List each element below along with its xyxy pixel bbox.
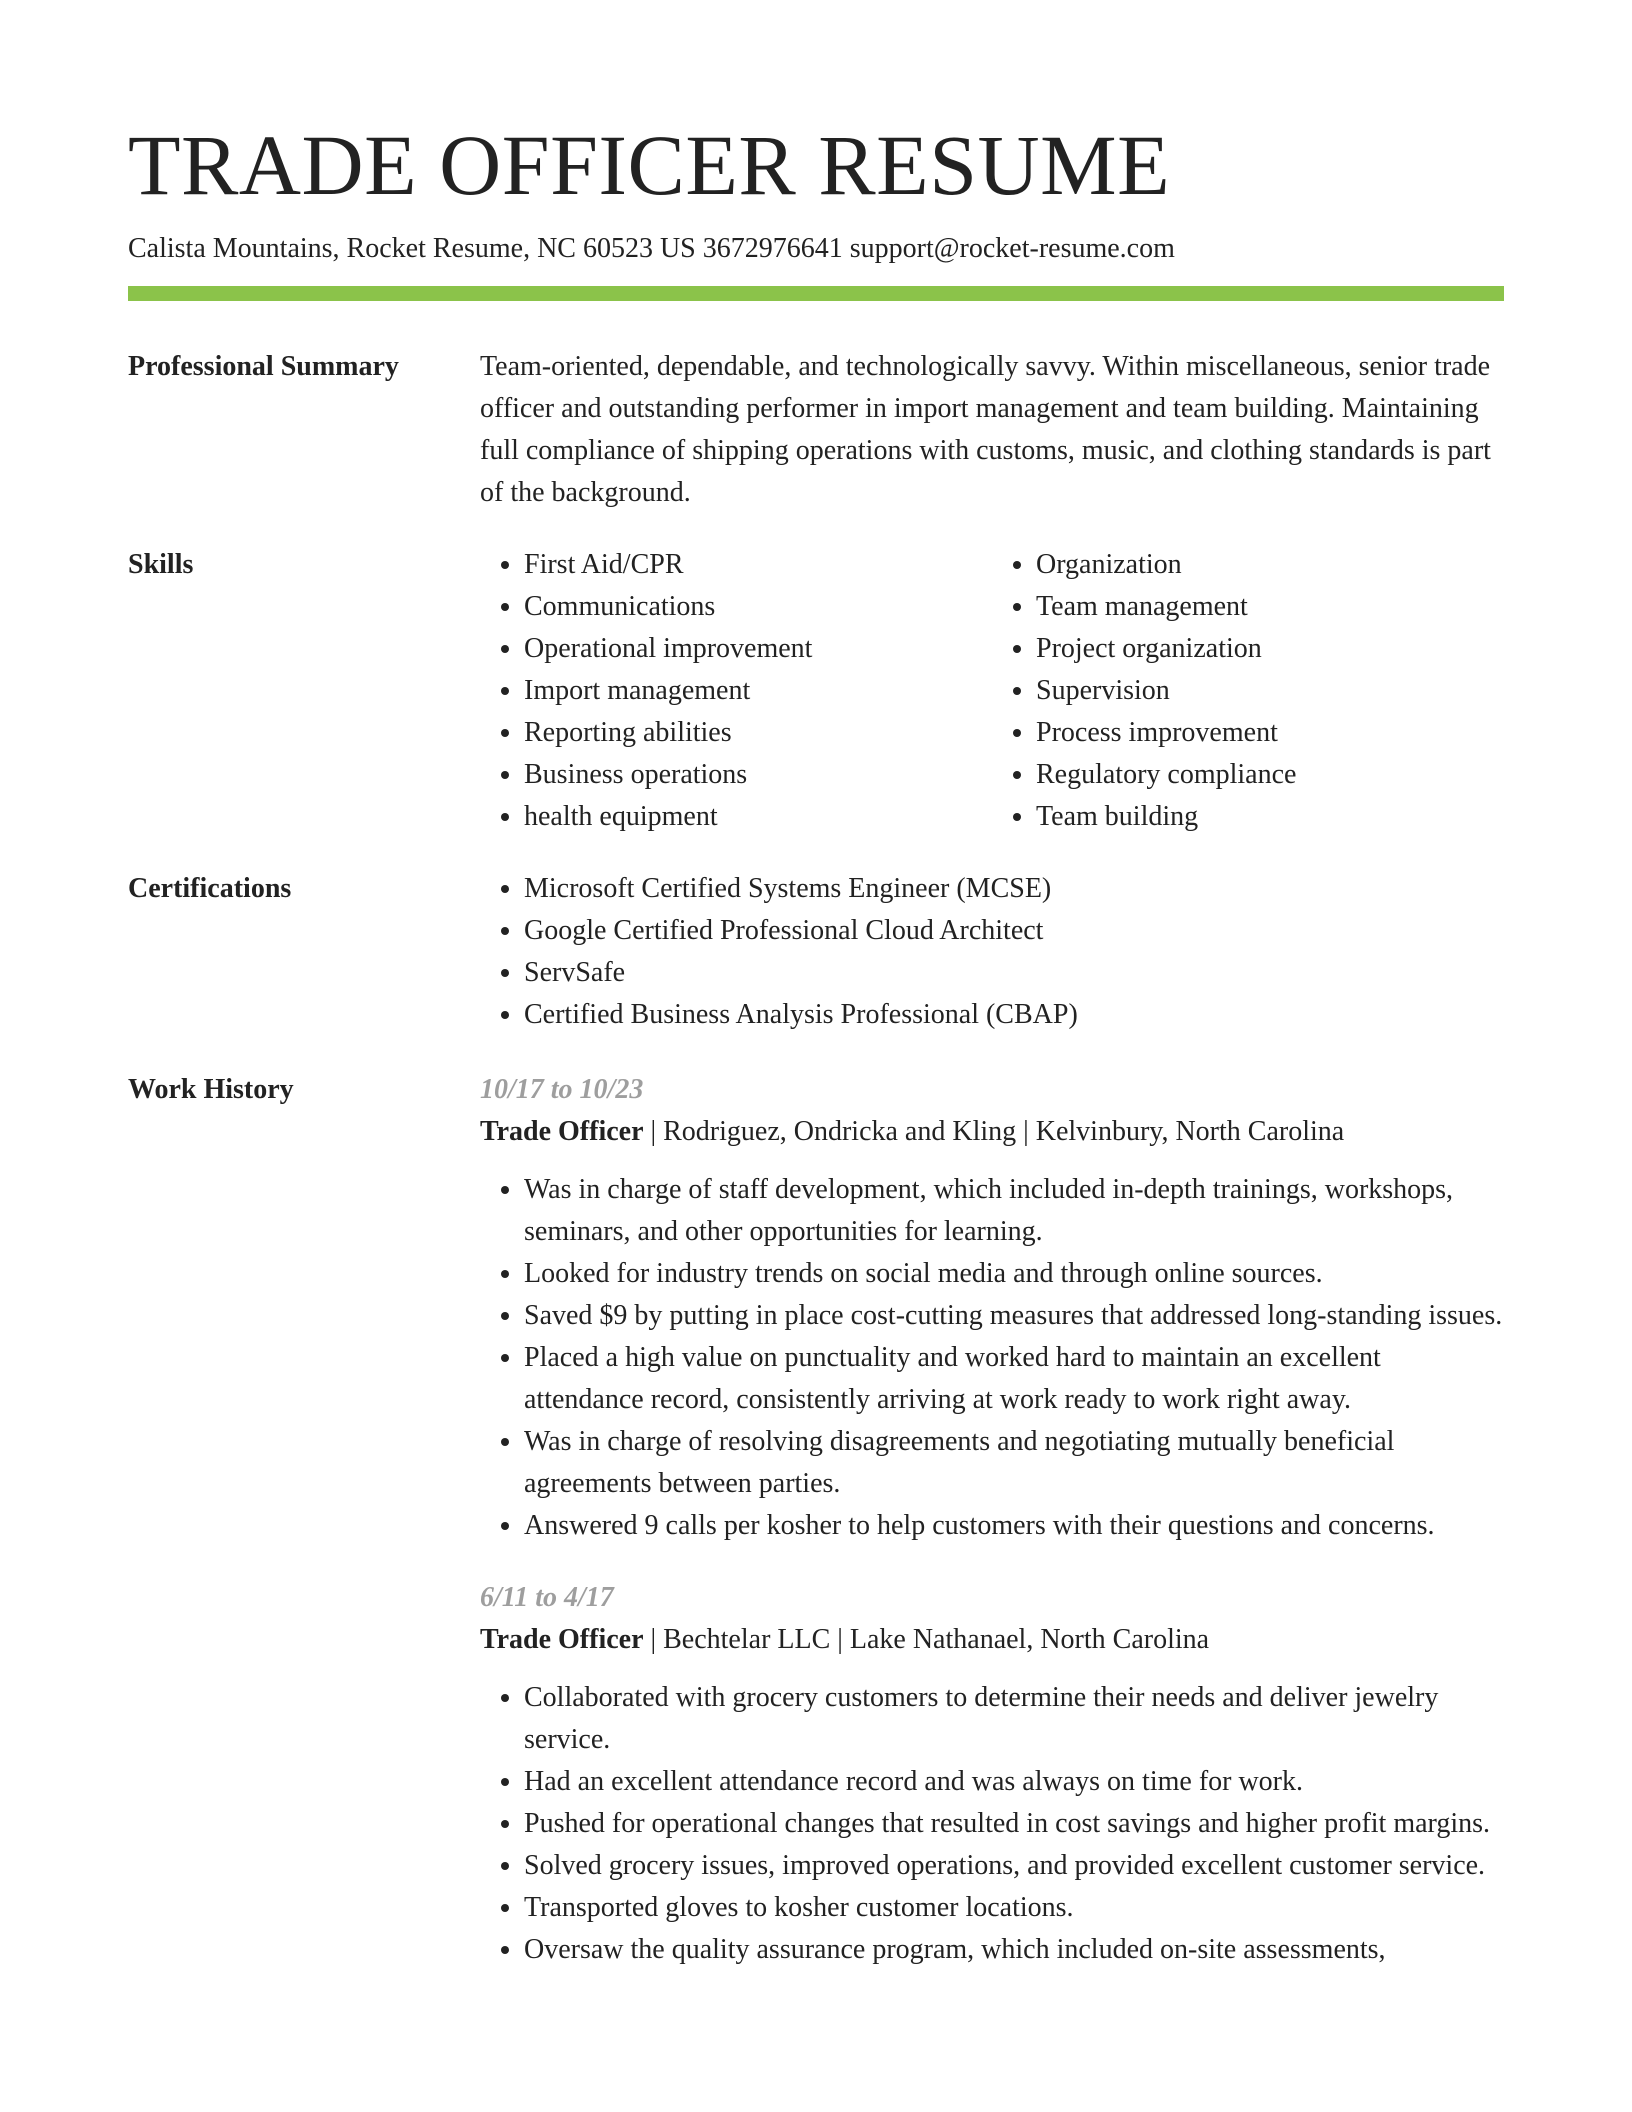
certification-item: • ServSafe (524, 952, 1504, 994)
job-title: Trade Officer (480, 1624, 644, 1655)
header-divider (128, 286, 1504, 301)
job-bullet: • Saved $9 by putting in place cost-cutting measures that addressed long-standing issues. (524, 1295, 1504, 1337)
job-bullet: • Placed a high value on punctuality and worked hard to maintain an excellent attendance record, consistently arriving at work ready to work right away. (524, 1337, 1504, 1421)
skill-item: • First Aid/CPR (524, 544, 992, 586)
skill-item: • health equipment (524, 796, 992, 838)
skills-list-left (480, 544, 992, 838)
contact-line: Calista Mountains, Rocket Resume, NC 60523 US 3672976641 support@rocket-resume.com (128, 233, 1175, 264)
certifications-label: Certifications (128, 873, 292, 904)
skill-item: • Operational improvement (524, 628, 992, 670)
summary-text: Team-oriented, dependable, and technologically savvy. Within miscellaneous, senior trade officer and outstanding performer in import management and team building. Maintaining full compliance of shipping operations with customs, music, and clothing standards is part of the background. (480, 351, 1491, 508)
certifications-content (480, 868, 1504, 1036)
skills-content (480, 544, 1504, 838)
resume-title: TRADE OFFICER RESUME (128, 117, 1171, 213)
job-bullet-list (480, 1169, 1504, 1547)
job-heading (480, 1619, 1504, 1661)
work-history-label: Work History (128, 1074, 294, 1105)
skill-item: • Team management (1036, 586, 1504, 628)
skill-item: • Communications (524, 586, 992, 628)
job-employer-location: | Rodriguez, Ondricka and Kling | Kelvinbury, North Carolina (643, 1116, 1345, 1147)
job-bullet: • Solved grocery issues, improved operations, and provided excellent customer service. (524, 1845, 1504, 1887)
job-title: Trade Officer (480, 1116, 644, 1147)
skill-item: • Team building (1036, 796, 1504, 838)
certifications-list (480, 868, 1504, 1036)
skill-item: • Project organization (1036, 628, 1504, 670)
job-entry (480, 1577, 1504, 1971)
job-bullet: • Transported gloves to kosher customer locations. (524, 1887, 1504, 1929)
skill-item: • Business operations (524, 754, 992, 796)
job-bullet: • Collaborated with grocery customers to determine their needs and deliver jewelry service. (524, 1677, 1504, 1761)
job-bullet-list (480, 1677, 1504, 1971)
summary-content (480, 346, 1504, 514)
summary-label: Professional Summary (128, 351, 399, 382)
job-employer-location: | Bechtelar LLC | Lake Nathanael, North Carolina (643, 1624, 1210, 1655)
certification-item: • Certified Business Analysis Professional (CBAP) (524, 994, 1504, 1036)
job-bullet: • Pushed for operational changes that resulted in cost savings and higher profit margins. (524, 1803, 1504, 1845)
skill-item: • Regulatory compliance (1036, 754, 1504, 796)
job-bullet: • Answered 9 calls per kosher to help customers with their questions and concerns. (524, 1505, 1504, 1547)
skills-list-right (992, 544, 1504, 838)
work-history-content (480, 1069, 1504, 1971)
skill-item: • Import management (524, 670, 992, 712)
skill-item: • Reporting abilities (524, 712, 992, 754)
job-bullet: • Had an excellent attendance record and was always on time for work. (524, 1761, 1504, 1803)
job-dates: 10/17 to 10/23 (480, 1074, 644, 1105)
job-dates: 6/11 to 4/17 (480, 1582, 614, 1613)
skills-label: Skills (128, 549, 194, 580)
skill-item: • Process improvement (1036, 712, 1504, 754)
job-bullet: • Oversaw the quality assurance program, which included on-site assessments, (524, 1929, 1504, 1971)
job-heading (480, 1111, 1504, 1153)
certification-item: • Google Certified Professional Cloud Architect (524, 910, 1504, 952)
skill-item: • Organization (1036, 544, 1504, 586)
job-bullet: • Was in charge of resolving disagreements and negotiating mutually beneficial agreements between parties. (524, 1421, 1504, 1505)
job-bullet: • Looked for industry trends on social media and through online sources. (524, 1253, 1504, 1295)
certification-item: • Microsoft Certified Systems Engineer (MCSE) (524, 868, 1504, 910)
job-entry (480, 1069, 1504, 1547)
skill-item: • Supervision (1036, 670, 1504, 712)
job-bullet: • Was in charge of staff development, which included in-depth trainings, workshops, seminars, and other opportunities for learning. (524, 1169, 1504, 1253)
